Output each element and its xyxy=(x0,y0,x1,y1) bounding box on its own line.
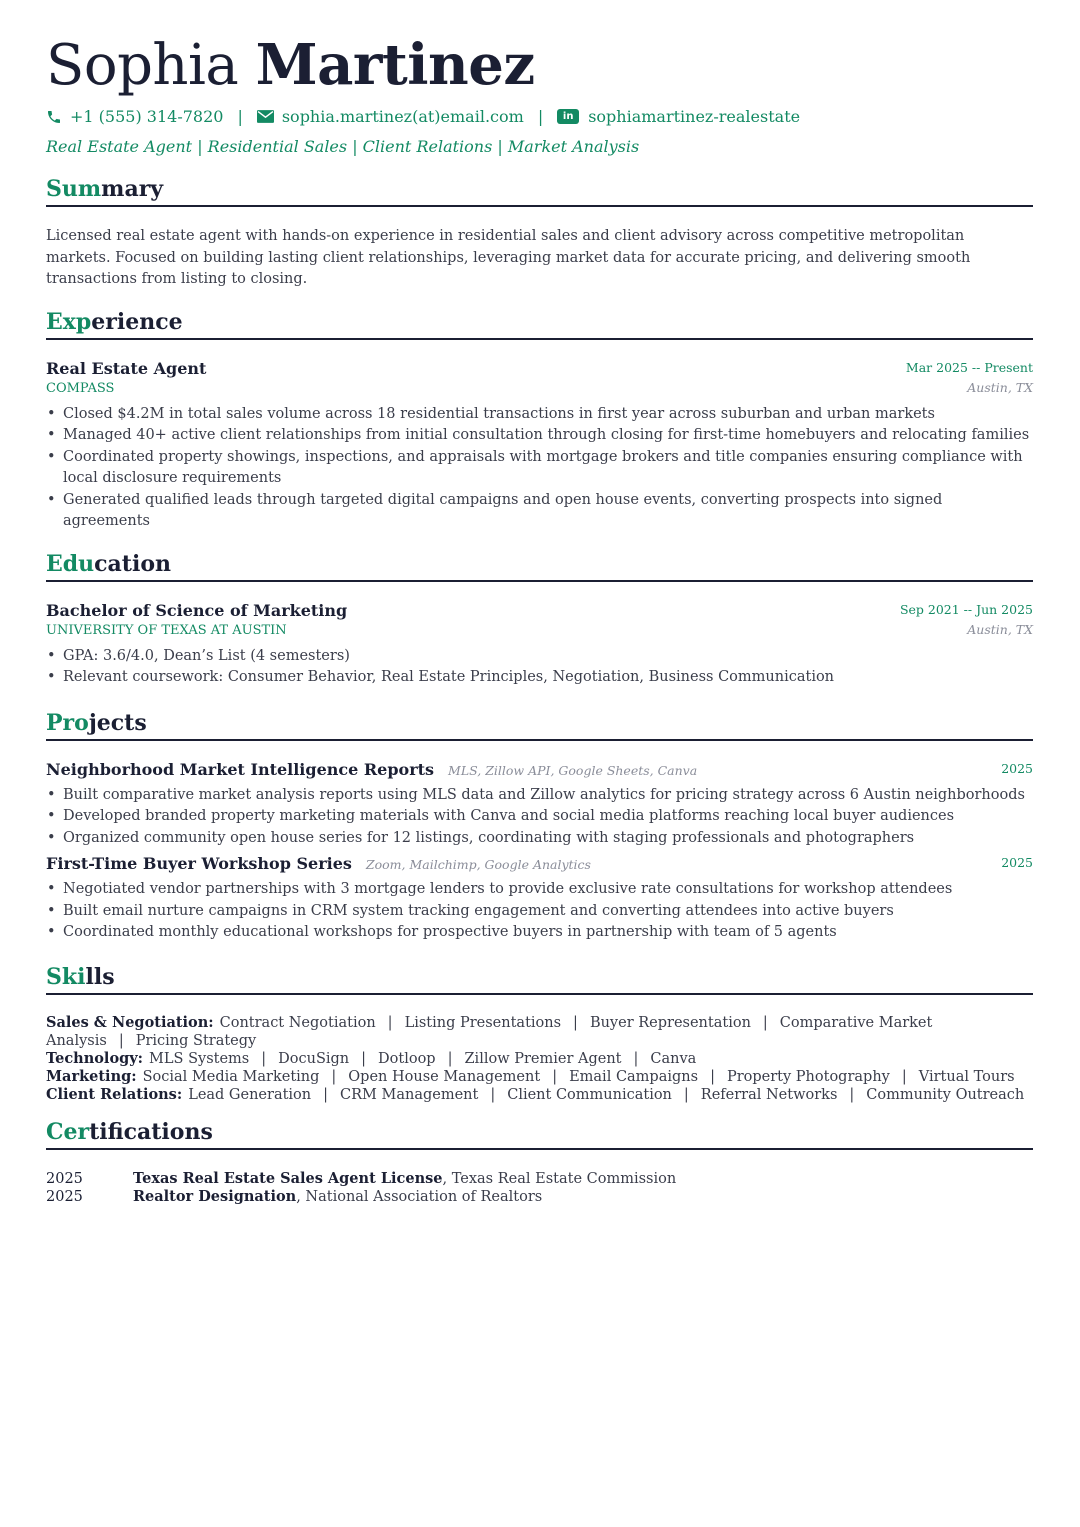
project-year: 2025 xyxy=(1001,760,1033,776)
project-entry xyxy=(46,760,1033,850)
phone-contact[interactable] xyxy=(46,107,223,126)
contact-separator: | xyxy=(237,107,243,126)
skill-separator: | xyxy=(331,1068,337,1085)
skill-item: Virtual Tours xyxy=(918,1068,1015,1085)
skill-item: Community Outreach xyxy=(866,1086,1025,1103)
section-title: Skills xyxy=(46,963,1033,995)
list-item: • Closed $4.2M in total sales volume across 18 residential transactions in first year across suburban and urban markets xyxy=(46,404,1033,426)
certifications-list xyxy=(46,1170,1033,1206)
contact-separator: | xyxy=(537,107,544,126)
skill-separator: | xyxy=(901,1068,907,1085)
list-item: • Generated qualified leads through targeted digital campaigns and open house events, converting prospects into signed agreements xyxy=(46,490,1033,533)
summary-text: Licensed real estate agent with hands-on experience in residential sales and client advisory across competitive metropolitan markets. Focused on building lasting client relationships, leveraging market data for accurate pricing, and delivering smooth transactions from listing to closing. xyxy=(46,228,971,287)
list-item: • Managed 40+ active client relationships from initial consultation through closing for first-time homebuyers and relocating families xyxy=(46,425,1033,447)
skill-item: MLS Systems xyxy=(149,1050,250,1067)
cert-issuer: , National Association of Realtors xyxy=(296,1188,543,1205)
list-item: • Built comparative market analysis reports using MLS data and Zillow analytics for pricing strategy across 6 Austin neighborhoods xyxy=(46,785,1033,807)
skill-item: CRM Management xyxy=(340,1086,479,1103)
job-title: Real Estate Agent xyxy=(46,358,207,378)
skill-separator: | xyxy=(118,1032,124,1049)
school-location: Austin, TX xyxy=(967,621,1033,637)
candidate-name xyxy=(46,30,1033,101)
section-title: Certifications xyxy=(46,1118,1033,1150)
section-title: Experience xyxy=(46,308,1033,340)
resume-page xyxy=(46,30,1033,1206)
company-name: COMPASS xyxy=(46,380,115,396)
list-item: • Built email nurture campaigns in CRM system tracking engagement and converting attendees into active buyers xyxy=(46,901,1033,923)
certifications-section xyxy=(46,1118,1033,1206)
skills-list xyxy=(46,1014,1033,1104)
contact-row xyxy=(46,107,1033,126)
education-dates: Sep 2021 -- Jun 2025 xyxy=(899,601,1033,617)
skill-separator: | xyxy=(323,1086,329,1103)
phone-icon xyxy=(46,109,62,125)
skill-separator: | xyxy=(387,1014,393,1031)
certification-row xyxy=(46,1188,1033,1206)
skill-item: Client Communication xyxy=(507,1086,672,1103)
skill-category: Technology: xyxy=(46,1049,144,1067)
job-bullets xyxy=(46,404,1033,533)
degree-title: Bachelor of Science of Marketing xyxy=(46,600,348,620)
section-title: Projects xyxy=(46,709,1033,741)
skill-separator: | xyxy=(762,1014,768,1031)
skills-section xyxy=(46,963,1033,1104)
project-tools: MLS, Zillow API, Google Sheets, Canva xyxy=(448,762,698,778)
job-dates: Mar 2025 -- Present xyxy=(905,359,1033,375)
section-title: Education xyxy=(46,550,1033,582)
skill-row xyxy=(46,1014,1033,1050)
skill-item: Buyer Representation xyxy=(589,1014,751,1031)
skill-row xyxy=(46,1086,1033,1104)
skill-item: Comparative Market Analysis xyxy=(46,1014,933,1049)
linkedin-icon: in xyxy=(557,109,579,124)
skill-item: Canva xyxy=(650,1050,697,1067)
list-item: • Relevant coursework: Consumer Behavior, Real Estate Principles, Negotiation, Business Communication xyxy=(46,667,1033,689)
cert-issuer: , Texas Real Estate Commission xyxy=(442,1170,677,1187)
skill-item: Email Campaigns xyxy=(569,1068,699,1085)
project-bullets xyxy=(46,879,1033,944)
list-item: • Organized community open house series for 12 listings, coordinating with staging professionals and photographers xyxy=(46,828,1033,850)
skill-item: DocuSign xyxy=(278,1050,350,1067)
skill-separator: | xyxy=(710,1068,715,1085)
linkedin-handle: sophiamartinez-realestate xyxy=(588,107,801,126)
skill-separator: | xyxy=(849,1086,855,1103)
project-name: First-Time Buyer Workshop Series xyxy=(46,854,352,873)
job-location: Austin, TX xyxy=(967,379,1033,395)
section-title: Summary xyxy=(46,175,1033,207)
skill-item: Pricing Strategy xyxy=(135,1032,257,1049)
skill-separator: | xyxy=(633,1050,639,1067)
experience-section xyxy=(46,308,1033,533)
linkedin-contact[interactable] xyxy=(557,107,800,126)
skill-item: Referral Networks xyxy=(700,1086,838,1103)
skill-separator: | xyxy=(447,1050,453,1067)
school-name: UNIVERSITY OF TEXAS AT AUSTIN xyxy=(46,622,287,638)
phone-number: +1 (555) 314-7820 xyxy=(70,107,224,126)
education-entry xyxy=(46,601,1033,689)
cert-name: Texas Real Estate Sales Agent License xyxy=(133,1169,443,1187)
skill-separator: | xyxy=(490,1086,496,1103)
email-address: sophia.martinez(at)email.com xyxy=(281,107,524,126)
summary-section xyxy=(46,175,1033,291)
cert-name: Realtor Designation xyxy=(133,1187,297,1205)
skill-separator: | xyxy=(683,1086,689,1103)
skill-item: Listing Presentations xyxy=(404,1014,562,1031)
skill-item: Property Photography xyxy=(726,1068,890,1085)
skill-item: Contract Negotiation xyxy=(219,1014,376,1031)
skill-row xyxy=(46,1068,1033,1086)
skill-separator: | xyxy=(361,1050,367,1067)
skill-separator: | xyxy=(552,1068,558,1085)
skill-category: Sales & Negotiation: xyxy=(46,1013,214,1031)
cert-year: 2025 xyxy=(46,1188,83,1205)
cert-year: 2025 xyxy=(46,1170,83,1187)
projects-section xyxy=(46,709,1033,944)
tagline: Real Estate Agent | Residential Sales | Client Relations | Market Analysis xyxy=(46,137,640,156)
envelope-icon xyxy=(257,110,274,123)
skill-separator: | xyxy=(573,1014,578,1031)
project-year: 2025 xyxy=(1001,855,1033,870)
education-bullets xyxy=(46,646,1033,689)
project-name: Neighborhood Market Intelligence Reports xyxy=(46,759,435,779)
first-name: Sophia xyxy=(46,33,239,98)
project-entry xyxy=(46,854,1033,944)
project-bullets xyxy=(46,785,1033,850)
skill-item: Zillow Premier Agent xyxy=(464,1050,622,1067)
email-contact[interactable] xyxy=(257,107,524,126)
certification-row xyxy=(46,1170,1033,1188)
education-section xyxy=(46,550,1033,689)
skill-item: Lead Generation xyxy=(188,1086,312,1103)
list-item: • GPA: 3.6/4.0, Dean’s List (4 semesters) xyxy=(46,646,1033,668)
skill-item: Social Media Marketing xyxy=(142,1068,320,1085)
skill-category: Marketing: xyxy=(46,1067,137,1085)
skill-item: Dotloop xyxy=(378,1050,436,1067)
skill-item: Open House Management xyxy=(348,1068,541,1085)
list-item: • Developed branded property marketing materials with Canva and social media platforms reaching local buyer audiences xyxy=(46,806,1033,828)
list-item: • Negotiated vendor partnerships with 3 mortgage lenders to provide exclusive rate consultations for workshop attendees xyxy=(46,879,1033,901)
project-tools: Zoom, Mailchimp, Google Analytics xyxy=(365,857,591,872)
experience-entry xyxy=(46,359,1033,533)
skill-separator: | xyxy=(261,1050,267,1067)
list-item: • Coordinated monthly educational workshops for prospective buyers in partnership with team of 5 agents xyxy=(46,922,1033,944)
last-name: Martinez xyxy=(255,32,535,98)
skill-category: Client Relations: xyxy=(46,1085,183,1103)
skill-row xyxy=(46,1050,1033,1068)
list-item: • Coordinated property showings, inspections, and appraisals with mortgage brokers and title companies ensuring compliance with local disclosure requirements xyxy=(46,447,1033,490)
